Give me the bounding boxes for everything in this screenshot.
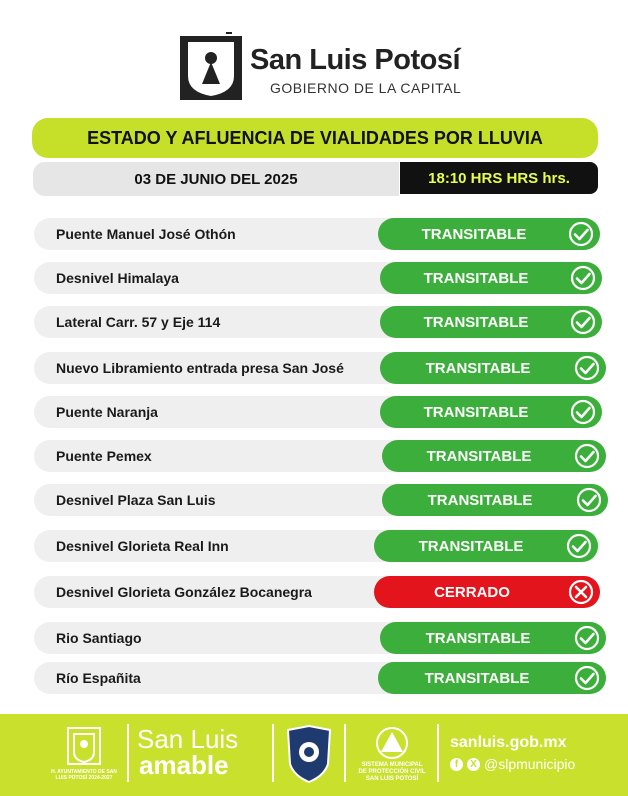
status-text: TRANSITABLE — [421, 225, 527, 243]
road-status-row — [34, 306, 600, 338]
status-badge-transitable — [382, 440, 606, 472]
status-text: TRANSITABLE — [423, 269, 529, 287]
report-time: 18:10 HRS HRS hrs. — [400, 162, 598, 194]
road-status-row — [34, 622, 600, 654]
road-name: Nuevo Libramiento entrada presa San José — [56, 360, 344, 376]
check-circle-icon — [568, 221, 594, 247]
amable-logo-line1: San Luis — [137, 724, 239, 754]
amable-logo-line2: amable — [139, 750, 229, 780]
road-name: Puente Naranja — [56, 404, 158, 420]
road-name: Rio Santiago — [56, 630, 142, 646]
check-circle-icon — [570, 265, 596, 291]
civil-protection-label: SISTEMA MUNICIPAL DE PROTECCIÓN CIVIL SAN LUIS POTOSÍ — [358, 762, 426, 782]
road-status-row — [34, 662, 600, 694]
footer-divider — [437, 724, 439, 782]
status-badge-transitable — [378, 218, 600, 250]
status-text: TRANSITABLE — [423, 403, 529, 421]
brand-subtitle: GOBIERNO DE LA CAPITAL — [270, 80, 462, 96]
road-name: Desnivel Glorieta Real Inn — [56, 538, 229, 554]
social-handle[interactable] — [450, 756, 575, 772]
city-coat-of-arms-logo — [180, 32, 242, 100]
status-badge-transitable — [374, 530, 598, 562]
footer-divider — [127, 724, 129, 782]
police-shield-icon — [284, 724, 334, 784]
civil-protection-icon — [375, 726, 409, 760]
check-circle-icon — [574, 625, 600, 651]
road-name: Desnivel Plaza San Luis — [56, 492, 216, 508]
check-circle-icon — [576, 487, 602, 513]
status-text: TRANSITABLE — [425, 629, 531, 647]
brand-name: San Luis Potosí — [250, 44, 461, 76]
x-circle-icon — [568, 579, 594, 605]
road-status-row — [34, 262, 600, 294]
x-icon[interactable]: X — [467, 758, 480, 771]
social-handle-text: @slpmunicipio — [484, 756, 576, 772]
road-status-row — [34, 576, 600, 608]
status-text: TRANSITABLE — [425, 359, 531, 377]
road-status-row — [34, 218, 600, 250]
status-text: TRANSITABLE — [427, 491, 533, 509]
check-circle-icon — [574, 665, 600, 691]
status-text: TRANSITABLE — [424, 669, 530, 687]
check-circle-icon — [570, 309, 596, 335]
page-title: ESTADO Y AFLUENCIA DE VIALIDADES POR LLUVIA — [32, 118, 598, 158]
road-name: Puente Manuel José Othón — [56, 226, 236, 242]
status-text: TRANSITABLE — [418, 537, 524, 555]
road-name: Desnivel Himalaya — [56, 270, 179, 286]
ayuntamiento-label: H. AYUNTAMIENTO DE SAN LUIS POTOSÍ 2024-2027 — [51, 769, 117, 781]
status-badge-transitable — [380, 396, 602, 428]
road-name: Río Españita — [56, 670, 141, 686]
status-badge-transitable — [380, 262, 602, 294]
status-badge-closed — [374, 576, 600, 608]
status-badge-transitable — [380, 306, 602, 338]
road-status-row — [34, 440, 600, 472]
status-text: TRANSITABLE — [426, 447, 532, 465]
road-status-row — [34, 530, 600, 562]
footer-divider — [272, 724, 274, 782]
road-status-row — [34, 352, 600, 384]
status-text: CERRADO — [434, 583, 510, 601]
status-badge-transitable — [382, 484, 608, 516]
website-link[interactable]: sanluis.gob.mx — [450, 734, 567, 751]
road-status-row — [34, 484, 600, 516]
road-name: Puente Pemex — [56, 448, 152, 464]
status-badge-transitable — [378, 662, 606, 694]
report-date: 03 DE JUNIO DEL 2025 — [33, 162, 399, 196]
check-circle-icon — [570, 399, 596, 425]
check-circle-icon — [566, 533, 592, 559]
road-name: Lateral Carr. 57 y Eje 114 — [56, 314, 221, 330]
status-badge-transitable — [380, 622, 606, 654]
facebook-icon[interactable]: f — [450, 758, 463, 771]
check-circle-icon — [574, 355, 600, 381]
footer-divider — [344, 724, 346, 782]
road-status-row — [34, 396, 600, 428]
road-name: Desnivel Glorieta González Bocanegra — [56, 584, 312, 600]
check-circle-icon — [574, 443, 600, 469]
ayuntamiento-seal-icon — [64, 724, 104, 768]
status-badge-transitable — [380, 352, 606, 384]
status-text: TRANSITABLE — [423, 313, 529, 331]
